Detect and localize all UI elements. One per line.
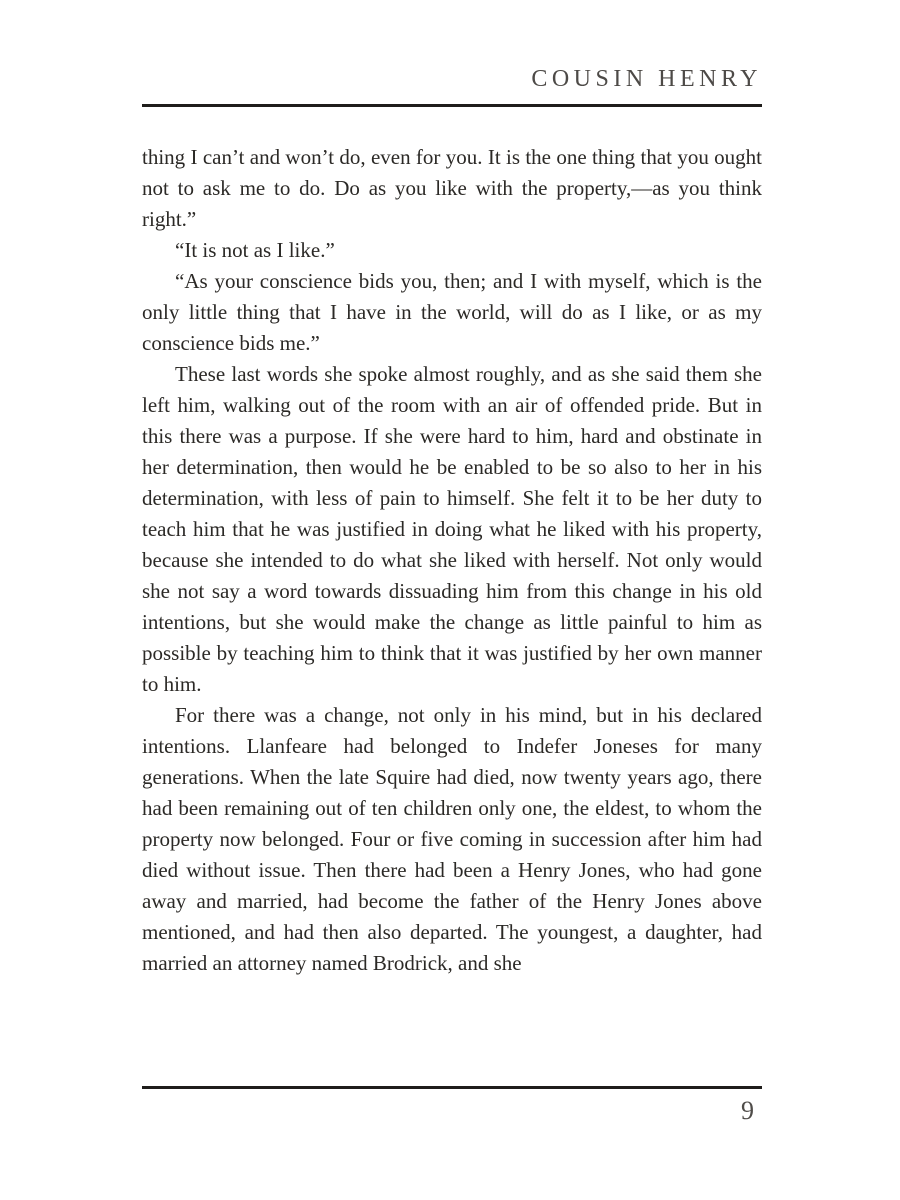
footer-rule [142,1086,762,1089]
header-rule [142,104,762,107]
page-number: 9 [741,1096,754,1125]
paragraph: These last words she spoke almost roughly, and as she said them she left him, walking out of the room with an air of offended pride. But in this there was a purpose. If she were hard to him, hard and obstinate in her determination, then would he be enabled to be so also to her in his determination, with less of pain to himself. She felt it to be her duty to teach him that he was justified in doing what he liked with his property, because she intended to do what she liked with herself. Not only would she not say a word towards dissuading him from this change in his old intentions, but she would make the change as little painful to him as possible by teaching him to think that it was justified by her own manner to him. [142,362,762,696]
paragraph: For there was a change, not only in his mind, but in his declared intentions. Llanfeare had belonged to Indefer Joneses for many generations. When the late Squire had died, now twenty years ago, there had been remaining out of ten children only one, the eldest, to whom the property now belonged. Four or five coming in succession after him had died without issue. Then there had been a Henry Jones, who had gone away and married, had become the father of the Henry Jones above mentioned, and had then also departed. The youngest, a daughter, had married an attorney named Brodrick, and she [142,703,762,975]
paragraph: thing I can’t and won’t do, even for you. It is the one thing that you ought not to ask me to do. Do as you like with the property,—as you think right.” [142,145,762,231]
running-header-title: COUSIN HENRY [531,66,762,92]
body-text [142,142,762,979]
paragraph: “It is not as I like.” [175,238,335,262]
paragraph: “As your conscience bids you, then; and I with myself, which is the only little thing that I have in the world, will do as I like, or as my conscience bids me.” [142,269,762,355]
